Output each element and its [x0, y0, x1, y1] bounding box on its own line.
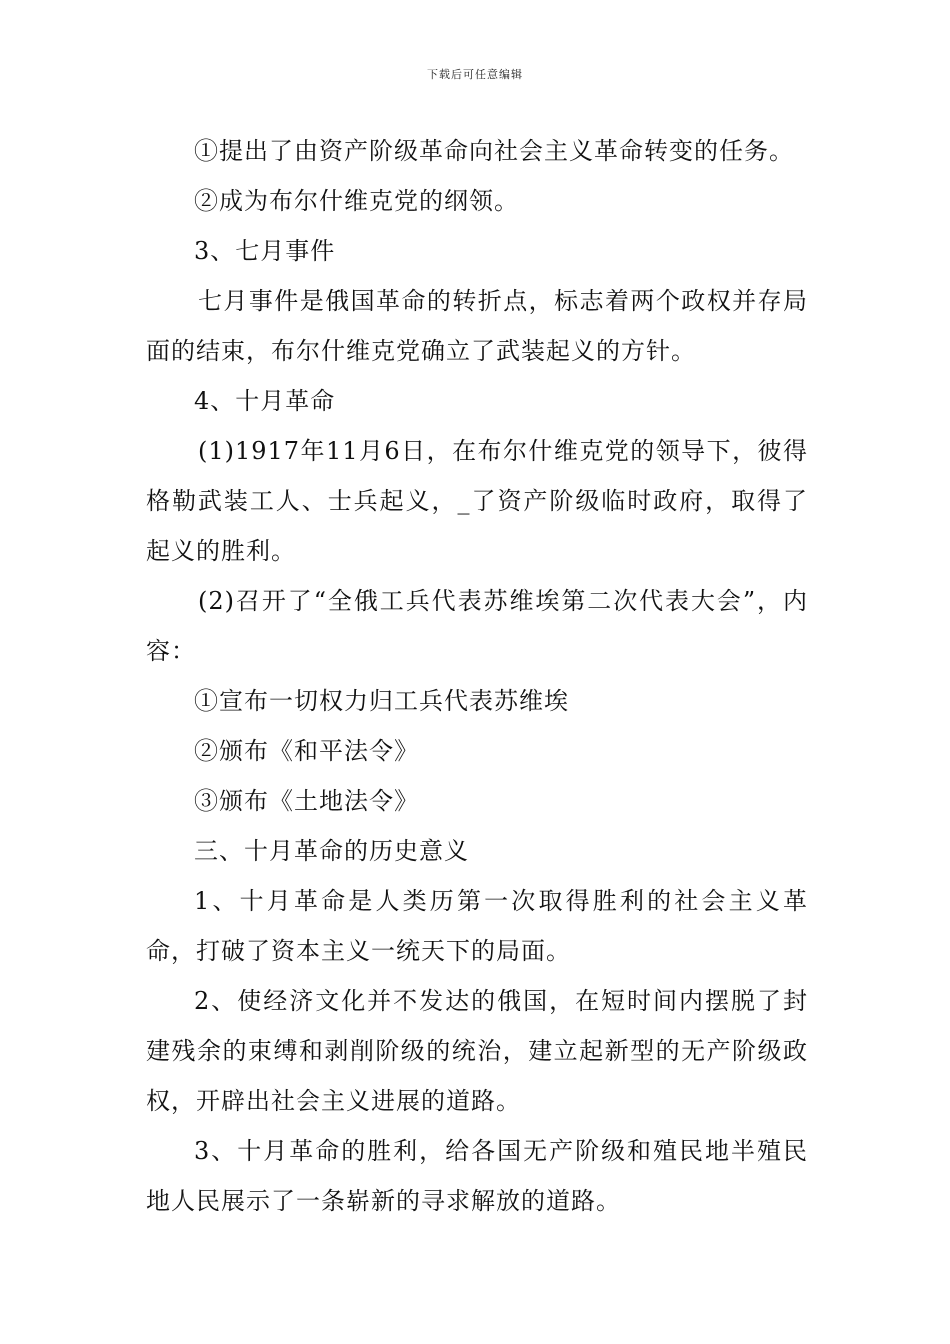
paragraph-significance-1: 1、十月革命是人类历第一次取得胜利的社会主义革命，打破了资本主义一统天下的局面。: [146, 887, 808, 965]
heading-july-events: 3、七月事件: [194, 237, 336, 265]
paragraph-july-events: 七月事件是俄国革命的转折点，标志着两个政权并存局面的结束，布尔什维克党确立了武装起义的方针。: [146, 287, 808, 365]
document-body: [146, 126, 808, 1226]
paragraph-task: ①提出了由资产阶级革命向社会主义革命转变的任务。: [194, 137, 794, 165]
paragraph-uprising: (1)1917年11月6日，在布尔什维克党的领导下，彼得格勒武装工人、士兵起义，_了资产阶级临时政府，取得了起义的胜利。: [146, 437, 808, 565]
list-item-power: ①宣布一切权力归工兵代表苏维埃: [194, 687, 569, 715]
header-note: 下载后可任意编辑: [427, 68, 523, 81]
heading-historical-significance: 三、十月革命的历史意义: [194, 837, 469, 865]
paragraph-significance-2: 2、使经济文化并不发达的俄国，在短时间内摆脱了封建残余的束缚和剥削阶级的统治，建立起新型的无产阶级政权，开辟出社会主义进展的道路。: [146, 987, 808, 1115]
paragraph-congress: (2)召开了“全俄工兵代表苏维埃第二次代表大会”，内容：: [146, 587, 808, 665]
list-item-land-decree: ③颁布《土地法令》: [194, 787, 419, 815]
paragraph-program: ②成为布尔什维克党的纲领。: [194, 187, 519, 215]
heading-october-revolution: 4、十月革命: [194, 387, 336, 415]
list-item-peace-decree: ②颁布《和平法令》: [194, 737, 419, 765]
paragraph-significance-3: 3、十月革命的胜利，给各国无产阶级和殖民地半殖民地人民展示了一条崭新的寻求解放的道路。: [146, 1137, 808, 1215]
